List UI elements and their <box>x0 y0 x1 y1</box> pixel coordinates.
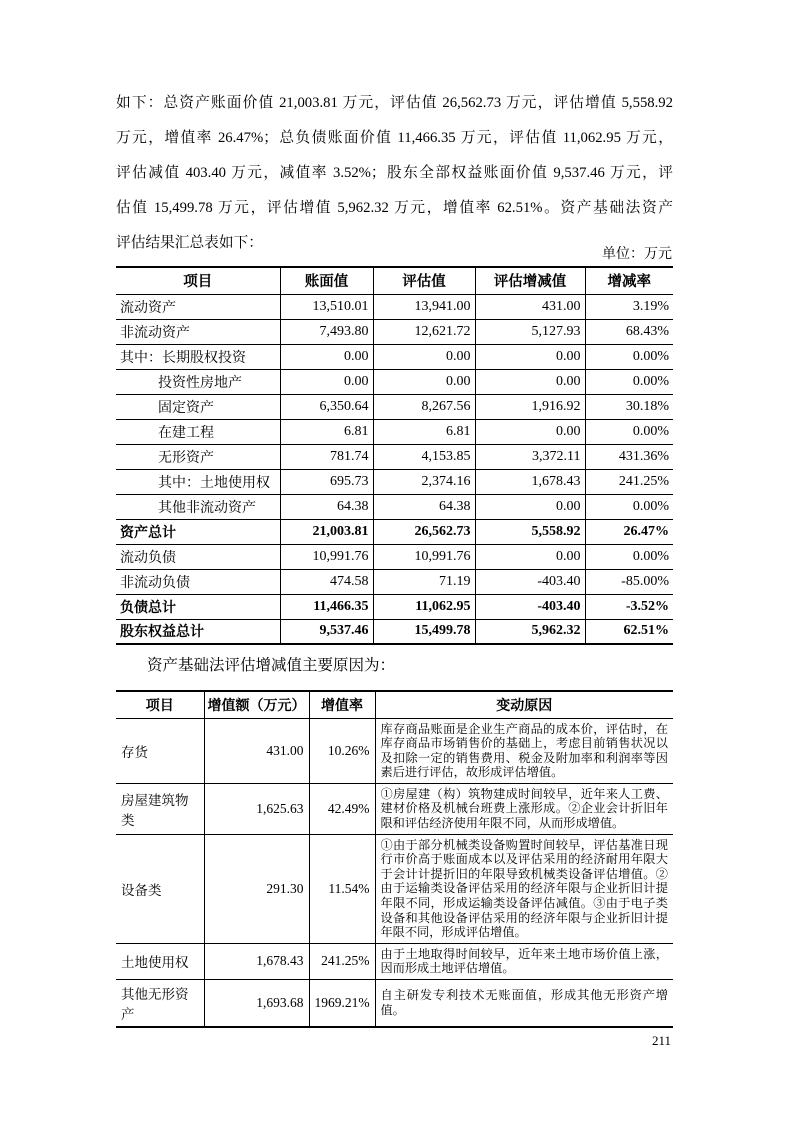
page-number: 211 <box>651 1033 671 1048</box>
table-row <box>116 494 673 519</box>
summary-table-header <box>116 267 673 294</box>
rate-cell: 0.00% <box>632 348 669 364</box>
header-item: 项目 <box>116 267 280 294</box>
item-cell: 固定资产 <box>116 394 280 419</box>
table-row <box>116 469 673 494</box>
book-value-cell: 6,350.64 <box>280 394 373 419</box>
reason-cell: 自主研发专利技术无账面值，形成其他无形资产增值。 <box>380 988 668 1017</box>
amount-cell: 431.00 <box>204 718 309 783</box>
item-cell: 资产总计 <box>116 519 280 544</box>
table-row <box>116 419 673 444</box>
appraised-value-cell: 8,267.56 <box>373 394 475 419</box>
appraised-value-cell: 0.00 <box>373 369 475 394</box>
table-row <box>116 594 673 619</box>
item-cell: 非流动资产 <box>116 319 280 344</box>
appraised-value-cell: 6.81 <box>373 419 475 444</box>
book-value-cell: 695.73 <box>280 469 373 494</box>
book-value-cell: 13,510.01 <box>280 294 373 319</box>
rate-cell: 3.19% <box>632 298 669 314</box>
header-rate: 增减率 <box>607 274 651 291</box>
appraised-value-cell: 4,153.85 <box>373 444 475 469</box>
reason-cell: 库存商品账面是企业生产商品的成本价，评估时，在库存商品市场销售价的基础上，考虑目前销售状况以及扣除一定的销售费用、税金及附加率和利润率等因素后进行评估，故形成评估增值。 <box>380 721 668 780</box>
unit-label: 单位：万元 <box>602 247 672 262</box>
change-cell: 0.00 <box>475 494 585 519</box>
book-value-cell: 0.00 <box>280 369 373 394</box>
amount-cell: 291.30 <box>204 834 309 943</box>
change-cell: 0.00 <box>475 369 585 394</box>
item-cell: 无形资产 <box>116 444 280 469</box>
change-cell: 5,962.32 <box>475 619 585 644</box>
rate-cell: -3.52% <box>625 598 669 614</box>
rate-cell: 11.54% <box>309 834 375 943</box>
appraised-value-cell: 26,562.73 <box>373 519 475 544</box>
table-row <box>116 544 673 569</box>
item-cell: 在建工程 <box>116 419 280 444</box>
table-row <box>116 369 673 394</box>
item-cell: 股东权益总计 <box>116 619 280 644</box>
item-cell: 土地使用权 <box>116 943 204 979</box>
table-row <box>116 569 673 594</box>
rate-cell: -85.00% <box>621 573 669 589</box>
book-value-cell: 64.38 <box>280 494 373 519</box>
header-amount: 增值额（万元） <box>204 691 309 718</box>
intro-paragraph <box>116 86 673 261</box>
book-value-cell: 0.00 <box>280 344 373 369</box>
rate-cell: 431.36% <box>618 448 669 464</box>
amount-cell: 1,625.63 <box>204 783 309 834</box>
reason-cell: 由于土地取得时间较早，近年来土地市场价值上涨，因而形成土地评估增值。 <box>380 946 668 976</box>
table-row <box>116 834 673 943</box>
change-cell: 431.00 <box>475 294 585 319</box>
table-row <box>116 319 673 344</box>
item-cell: 投资性房地产 <box>116 369 280 394</box>
reasons-table <box>116 690 673 1028</box>
header-change: 评估增减值 <box>475 267 585 294</box>
rate-cell: 0.00% <box>632 498 669 514</box>
table-row <box>116 444 673 469</box>
rate-cell: 0.00% <box>632 548 669 564</box>
reasons-heading: 资产基础法评估增减值主要原因为： <box>147 657 396 674</box>
rate-cell: 241.25% <box>309 943 375 979</box>
table-row <box>116 718 673 783</box>
book-value-cell: 10,991.76 <box>280 544 373 569</box>
reason-cell: ①房屋建（构）筑物建成时间较早，近年来人工费、建材价格及机械台班费上涨形成。②企业会计折旧年限和评估经济使用年限不同，从而形成增值。 <box>380 786 668 831</box>
change-cell: 0.00 <box>475 419 585 444</box>
rate-cell: 30.18% <box>625 398 669 414</box>
paragraph-line: 万元，增值率 26.47%；总负债账面价值 11,466.35 万元，评估值 11,062.95 万元， <box>116 130 673 146</box>
appraised-value-cell: 0.00 <box>373 344 475 369</box>
rate-cell: 0.00% <box>632 373 669 389</box>
rate-cell: 10.26% <box>309 718 375 783</box>
item-cell: 其中：长期股权投资 <box>116 344 280 369</box>
item-cell: 其他非流动资产 <box>116 494 280 519</box>
change-cell: 3,372.11 <box>475 444 585 469</box>
table-row <box>116 394 673 419</box>
rate-cell: 241.25% <box>618 473 669 489</box>
header-item: 项目 <box>116 691 204 718</box>
appraised-value-cell: 13,941.00 <box>373 294 475 319</box>
appraised-value-cell: 71.19 <box>373 569 475 594</box>
item-cell: 存货 <box>116 718 204 783</box>
change-cell: 1,678.43 <box>475 469 585 494</box>
table-row <box>116 344 673 369</box>
summary-table <box>116 266 673 645</box>
appraised-value-cell: 12,621.72 <box>373 319 475 344</box>
book-value-cell: 474.58 <box>280 569 373 594</box>
book-value-cell: 21,003.81 <box>280 519 373 544</box>
page-content <box>116 0 673 1122</box>
table-row <box>116 980 673 1028</box>
item-cell: 流动负债 <box>116 544 280 569</box>
reasons-table-header <box>116 691 673 718</box>
header-rate: 增值率 <box>309 691 375 718</box>
item-cell: 负债总计 <box>116 594 280 619</box>
book-value-cell: 11,466.35 <box>280 594 373 619</box>
item-cell: 设备类 <box>116 834 204 943</box>
table-row <box>116 619 673 644</box>
amount-cell: 1,678.43 <box>204 943 309 979</box>
reason-cell: ①由于部分机械类设备购置时间较早，评估基准日现行市价高于账面成本以及评估采用的经济耐用年限大于会计计提折旧的年限导致机械类设备评估增值。②由于运输类设备评估采用的经济年限与企业折旧计提年限不同，形成运输类设备评估减值。③由于电子类设备和其他设备评估采用的经济年限与企业折旧计提年限不同，形成评估增值。 <box>380 837 668 940</box>
rate-cell: 1969.21% <box>309 980 375 1028</box>
rate-cell: 0.00% <box>632 423 669 439</box>
change-cell: 0.00 <box>475 544 585 569</box>
item-cell: 其中：土地使用权 <box>116 469 280 494</box>
paragraph-line: 评估结果汇总表如下： <box>116 235 263 251</box>
book-value-cell: 7,493.80 <box>280 319 373 344</box>
table-row <box>116 519 673 544</box>
item-cell: 流动资产 <box>116 294 280 319</box>
appraised-value-cell: 11,062.95 <box>373 594 475 619</box>
item-cell: 其他无形资产 <box>116 980 204 1028</box>
reasons-table-body <box>116 718 673 1027</box>
rate-cell: 26.47% <box>623 523 669 539</box>
header-book-value: 账面值 <box>280 267 373 294</box>
change-cell: 1,916.92 <box>475 394 585 419</box>
item-cell: 非流动负债 <box>116 569 280 594</box>
amount-cell: 1,693.68 <box>204 980 309 1028</box>
rate-cell: 42.49% <box>309 783 375 834</box>
change-cell: -403.40 <box>475 594 585 619</box>
appraised-value-cell: 64.38 <box>373 494 475 519</box>
book-value-cell: 9,537.46 <box>280 619 373 644</box>
table-row <box>116 783 673 834</box>
change-cell: 0.00 <box>475 344 585 369</box>
appraised-value-cell: 2,374.16 <box>373 469 475 494</box>
change-cell: 5,558.92 <box>475 519 585 544</box>
book-value-cell: 781.74 <box>280 444 373 469</box>
paragraph-line: 估值 15,499.78 万元，评估增值 5,962.32 万元，增值率 62.51%。资产基础法资产 <box>116 200 673 216</box>
paragraph-line: 如下：总资产账面价值 21,003.81 万元，评估值 26,562.73 万元，评估增值 5,558.92 <box>116 95 673 111</box>
summary-table-body <box>116 294 673 644</box>
item-cell: 房屋建筑物类 <box>116 783 204 834</box>
table-row <box>116 294 673 319</box>
table-row <box>116 943 673 979</box>
book-value-cell: 6.81 <box>280 419 373 444</box>
appraised-value-cell: 10,991.76 <box>373 544 475 569</box>
change-cell: -403.40 <box>475 569 585 594</box>
change-cell: 5,127.93 <box>475 319 585 344</box>
paragraph-line: 评估减值 403.40 万元，减值率 3.52%；股东全部权益账面价值 9,537.46 万元，评 <box>116 165 673 181</box>
appraised-value-cell: 15,499.78 <box>373 619 475 644</box>
rate-cell: 62.51% <box>623 623 669 639</box>
header-reason: 变动原因 <box>496 698 553 714</box>
header-appraised-value: 评估值 <box>373 267 475 294</box>
rate-cell: 68.43% <box>625 323 669 339</box>
